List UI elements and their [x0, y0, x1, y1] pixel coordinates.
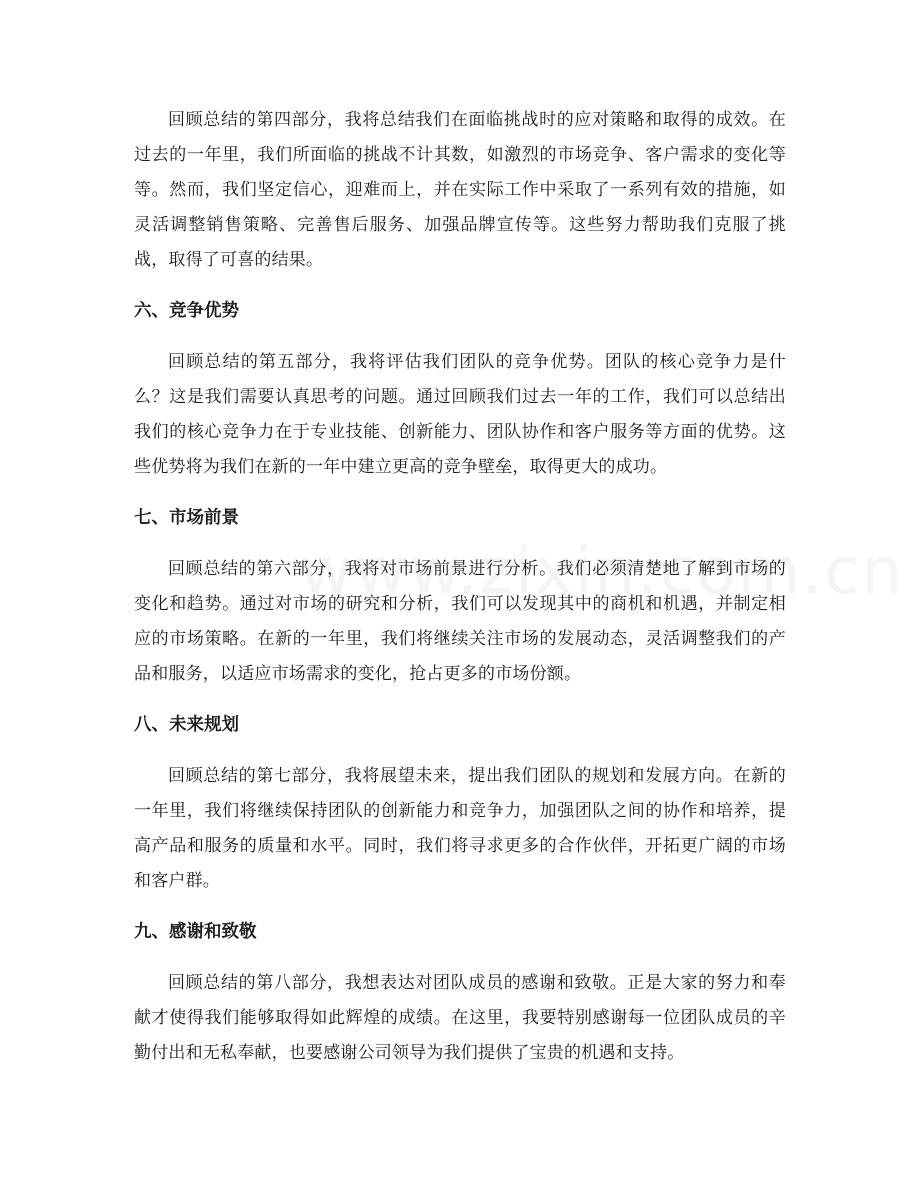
- heading-market-outlook: 七、市场前景: [134, 508, 239, 528]
- paragraph-part-four: 回顾总结的第四部分，我将总结我们在面临挑战时的应对策略和取得的成效。在过去的一年里，我们所面临的挑战不计其数，如激烈的市场竞争、客户需求的变化等等。然而，我们坚定信心，迎难而上，并在实际工作中采取了一系列有效的措施，如灵活调整销售策略、完善售后服务、加强品牌宣传等。这些努力帮助我们克服了挑战，取得了可喜的结果。: [134, 110, 786, 270]
- heading-competitive-advantage: 六、竞争优势: [134, 301, 239, 321]
- paragraph-part-eight: 回顾总结的第八部分，我想表达对团队成员的感谢和致敬。正是大家的努力和奉献才使得我们能够取得如此辉煌的成绩。在这里，我要特别感谢每一位团队成员的辛勤付出和无私奉献，也要感谢公司领导为我们提供了宝贵的机遇和支持。: [134, 973, 786, 1063]
- paragraph-part-seven: 回顾总结的第七部分，我将展望未来，提出我们团队的规划和发展方向。在新的一年里，我们将继续保持团队的创新能力和竞争力，加强团队之间的协作和培养，提高产品和服务的质量和水平。同时，我们将寻求更多的合作伙伴，开拓更广阔的市场和客户群。: [134, 766, 786, 891]
- heading-thanks-and-tribute: 九、感谢和致敬: [134, 922, 257, 942]
- document-content: [134, 103, 786, 1071]
- paragraph-part-five: 回顾总结的第五部分，我将评估我们团队的竞争优势。团队的核心竞争力是什么？这是我们需要认真思考的问题。通过回顾我们过去一年的工作，我们可以总结出我们的核心竞争力在于专业技能、创新能力、团队协作和客户服务等方面的优势。这些优势将为我们在新的一年中建立更高的竞争壁垒，取得更大的成功。: [134, 352, 786, 477]
- paragraph-part-six: 回顾总结的第六部分，我将对市场前景进行分析。我们必须清楚地了解到市场的变化和趋势。通过对市场的研究和分析，我们可以发现其中的商机和机遇，并制定相应的市场策略。在新的一年里，我们将继续关注市场的发展动态，灵活调整我们的产品和服务，以适应市场需求的变化，抢占更多的市场份额。: [134, 559, 786, 684]
- heading-future-plan: 八、未来规划: [134, 715, 239, 735]
